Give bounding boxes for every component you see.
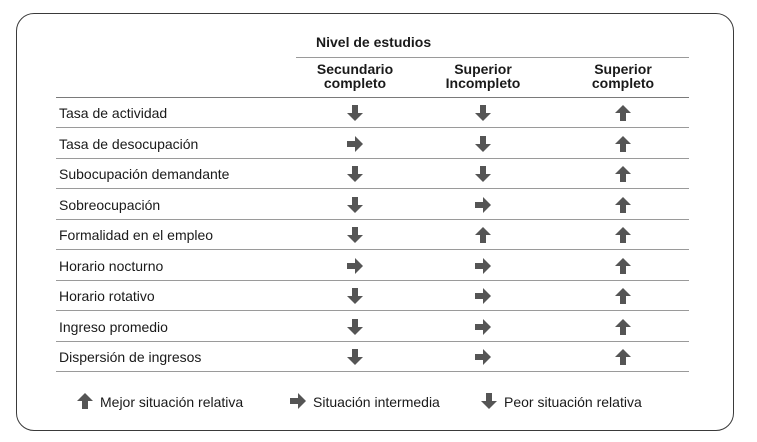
column-header-line1: Superior	[454, 61, 512, 77]
arrow-up-icon	[614, 318, 632, 336]
legend-label: Situación intermedia	[313, 394, 440, 410]
arrow-right-icon	[289, 392, 313, 413]
arrow-right-icon	[474, 196, 492, 214]
table-row	[56, 129, 689, 159]
arrow-up-icon	[614, 196, 632, 214]
arrow-right-icon	[474, 257, 492, 275]
row-label: Subocupación demandante	[59, 166, 230, 182]
row-label: Formalidad en el empleo	[59, 227, 214, 243]
legend-item-intermedia	[289, 392, 440, 412]
legend-label: Mejor situación relativa	[100, 394, 244, 410]
row-divider	[56, 371, 689, 372]
table-row	[56, 342, 689, 372]
row-label: Tasa de actividad	[59, 105, 168, 121]
arrow-down-icon	[346, 348, 364, 366]
arrow-down-icon	[346, 104, 364, 122]
column-header-line2: completo	[591, 75, 655, 91]
table-row	[56, 220, 689, 250]
arrow-right-icon	[474, 348, 492, 366]
row-label: Horario nocturno	[59, 257, 164, 274]
row-label: Sobreocupación	[59, 196, 161, 213]
row-label: Tasa de desocupación	[59, 135, 199, 152]
arrow-down-icon	[474, 165, 492, 183]
arrow-down-icon	[474, 104, 492, 122]
arrow-right-icon	[474, 318, 492, 336]
column-header-line2: Incompleto	[445, 75, 521, 91]
arrow-up-icon	[614, 287, 632, 305]
arrow-up-icon	[614, 257, 632, 275]
table-row	[56, 251, 689, 281]
row-label: Horario rotativo	[59, 288, 155, 304]
arrow-down-icon	[346, 196, 364, 214]
table-row	[56, 281, 689, 311]
arrow-down-icon	[346, 287, 364, 305]
column-header-line1: Superior	[594, 61, 652, 77]
arrow-down-icon	[346, 226, 364, 244]
row-label: Ingreso promedio	[59, 318, 168, 335]
table-row	[56, 98, 689, 128]
arrow-up-icon	[614, 104, 632, 122]
arrow-up-icon	[614, 165, 632, 183]
arrow-down-icon	[346, 318, 364, 336]
legend-item-peor	[480, 392, 642, 412]
table-row	[56, 312, 689, 342]
row-label: Dispersión de ingresos	[59, 349, 202, 365]
column-header-line2: completo	[323, 75, 387, 91]
group-title: Nivel de estudios	[316, 34, 432, 50]
arrow-down-icon	[346, 165, 364, 183]
arrow-up-icon	[614, 135, 632, 153]
arrow-down-icon	[480, 392, 504, 413]
legend-item-mejor	[76, 392, 243, 412]
column-header-superior-incompleto	[413, 62, 553, 90]
arrow-right-icon	[346, 257, 364, 275]
arrow-right-icon	[346, 135, 364, 153]
column-header-line1: Secundario	[316, 61, 394, 77]
legend-label: Peor situación relativa	[504, 394, 642, 410]
arrow-up-icon	[614, 348, 632, 366]
arrow-up-icon	[614, 226, 632, 244]
group-divider	[296, 57, 689, 58]
arrow-down-icon	[474, 135, 492, 153]
arrow-up-icon	[474, 226, 492, 244]
arrow-right-icon	[474, 287, 492, 305]
table-row	[56, 190, 689, 220]
arrow-up-icon	[76, 392, 100, 413]
column-header-secundario-completo	[285, 62, 425, 90]
column-header-superior-completo	[553, 62, 693, 90]
table-row	[56, 159, 689, 189]
